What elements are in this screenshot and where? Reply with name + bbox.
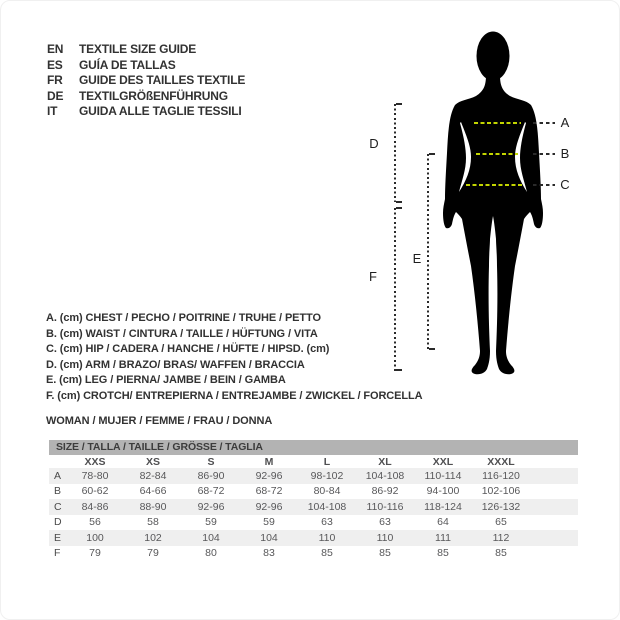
size-cell: 56 [89, 516, 101, 529]
size-column-header: XXXL [487, 455, 515, 468]
legend-line-leg: E. (cm) LEG / PIERNA/ JAMBE / BEIN / GAMBA [46, 374, 286, 387]
arm-line-top-tick [396, 103, 402, 105]
measure-label-e: E [412, 251, 422, 266]
table-row-hip [49, 499, 578, 515]
size-cell: 100 [86, 531, 104, 544]
chest-leader-line [533, 122, 555, 124]
size-cell: 84-86 [81, 500, 109, 513]
hip-leader-line [533, 184, 555, 186]
size-cell: 104-108 [365, 469, 405, 482]
filler-cell [530, 499, 578, 515]
waist-measure-line [476, 153, 518, 155]
size-cell: 64-66 [139, 485, 167, 498]
filler-header [530, 455, 578, 468]
size-cell: 59 [263, 516, 275, 529]
size-cell: 92-96 [255, 500, 283, 513]
size-cell: 98-102 [310, 469, 344, 482]
language-label: TEXTILE SIZE GUIDE [79, 42, 197, 56]
filler-cell [530, 546, 578, 562]
size-cell: 104-108 [307, 500, 347, 513]
legend-line-crotch: F. (cm) CROTCH/ ENTREPIERNA / ENTREJAMBE / ZWICKEL / FORCELLA [46, 389, 423, 402]
language-row [47, 58, 245, 74]
size-table-grid [49, 455, 578, 561]
size-cell: 94-100 [426, 485, 460, 498]
size-column-header: XXL [432, 455, 454, 468]
language-label: GUÍA DE TALLAS [79, 57, 176, 72]
size-table-title-bar: SIZE / TALLA / TAILLE / GRÖSSE / TAGLIA [49, 440, 578, 455]
table-row-arm [49, 515, 578, 531]
filler-cell [530, 468, 578, 484]
table-row-waist [49, 484, 578, 500]
size-cell: 83 [263, 547, 275, 560]
legend-line-arm: D. (cm) ARM / BRAZO/ BRAS/ WAFFEN / BRACCIA [46, 358, 305, 371]
size-cell: 63 [379, 516, 391, 529]
language-row [47, 104, 245, 120]
size-cell: 78-80 [81, 469, 109, 482]
size-cell: 126-132 [481, 500, 521, 513]
size-cell: 85 [321, 547, 333, 560]
size-cell: 68-72 [197, 485, 225, 498]
row-label: E [54, 531, 62, 544]
size-cell: 92-96 [255, 469, 283, 482]
size-cell: 110 [318, 531, 336, 544]
size-cell: 79 [89, 547, 101, 560]
language-code: EN [47, 42, 64, 56]
language-row [47, 89, 245, 105]
measure-label-a: A [560, 115, 570, 130]
size-cell: 85 [379, 547, 391, 560]
row-label-header [49, 455, 66, 468]
size-cell: 86-90 [197, 469, 225, 482]
size-cell: 60-62 [81, 485, 109, 498]
size-table [49, 440, 578, 561]
size-cell: 58 [147, 516, 159, 529]
size-column-header: S [207, 455, 215, 468]
woman-silhouette-icon [442, 29, 546, 393]
size-cell: 80 [205, 547, 217, 560]
size-cell: 79 [147, 547, 159, 560]
language-row [47, 73, 245, 89]
row-label: F [54, 547, 61, 560]
row-label: C [54, 500, 62, 513]
table-row-leg [49, 530, 578, 546]
size-cell: 104 [260, 531, 278, 544]
arm-line-bottom-tick [396, 201, 402, 203]
size-column-header: XS [145, 455, 160, 468]
size-column-header: XL [378, 455, 392, 468]
size-cell: 112 [492, 531, 510, 544]
row-label: A [54, 469, 62, 482]
measure-label-d: D [369, 136, 379, 151]
language-label: TEXTILGRÖßENFÜHRUNG [79, 88, 228, 103]
size-cell: 86-92 [371, 485, 399, 498]
legend-line-chest: A. (cm) CHEST / PECHO / POITRINE / TRUHE / PETTO [46, 312, 321, 324]
size-cell: 102-106 [481, 485, 521, 498]
chest-measure-line [474, 122, 521, 124]
size-cell: 104 [202, 531, 220, 544]
leg-line-top-tick [429, 153, 435, 155]
language-code: FR [47, 73, 63, 87]
leg-line-bottom-tick [429, 348, 435, 350]
language-code: DE [47, 88, 64, 103]
row-label: B [54, 485, 62, 498]
legend-line-waist: B. (cm) WAIST / CINTURA / TAILLE / HÜFTUNG / VITA [46, 327, 318, 340]
size-cell: 116-120 [482, 469, 520, 482]
language-code: ES [47, 57, 63, 72]
size-column-header: L [323, 455, 331, 468]
language-row [47, 42, 245, 58]
size-cell: 111 [435, 531, 451, 544]
gender-heading: WOMAN / MUJER / FEMME / FRAU / DONNA [46, 415, 273, 427]
waist-leader-line [533, 153, 555, 155]
filler-cell [530, 530, 578, 546]
filler-cell [530, 484, 578, 500]
measure-label-b: B [560, 146, 570, 161]
size-cell: 88-90 [139, 500, 167, 513]
size-cell: 92-96 [197, 500, 225, 513]
language-code: IT [47, 104, 58, 118]
language-label: GUIDA ALLE TAGLIE TESSILI [79, 104, 242, 118]
size-cell: 82-84 [139, 469, 167, 482]
size-column-header: M [264, 455, 274, 468]
size-cell: 63 [321, 516, 333, 529]
size-cell: 110 [376, 531, 394, 544]
row-label: D [54, 516, 62, 529]
size-cell: 118-124 [424, 500, 462, 513]
filler-cell [530, 515, 578, 531]
measure-label-f: F [369, 269, 377, 284]
size-cell: 65 [495, 516, 507, 529]
size-cell: 110-114 [424, 469, 462, 482]
size-cell: 68-72 [255, 485, 283, 498]
measurement-legend [46, 311, 422, 405]
size-column-header: XXS [84, 455, 106, 468]
size-cell: 80-84 [313, 485, 341, 498]
size-column-header-row [49, 455, 578, 468]
size-cell: 85 [437, 547, 449, 560]
legend-line-hip: C. (cm) HIP / CADERA / HANCHE / HÜFTE / HIPSD. (cm) [46, 343, 330, 356]
language-guide-list [47, 42, 245, 120]
leg-measure-line [427, 154, 429, 350]
size-cell: 64 [437, 516, 449, 529]
measure-label-c: C [560, 177, 570, 192]
language-label: GUIDE DES TAILLES TEXTILE [79, 73, 246, 87]
size-cell: 85 [495, 547, 507, 560]
hip-measure-line [466, 184, 524, 186]
size-cell: 110-116 [366, 500, 404, 513]
size-cell: 102 [144, 531, 162, 544]
arm-measure-line [394, 104, 396, 202]
size-cell: 59 [205, 516, 217, 529]
table-row-crotch [49, 546, 578, 562]
table-row-chest [49, 468, 578, 484]
crotch-line-top-tick [396, 207, 402, 209]
